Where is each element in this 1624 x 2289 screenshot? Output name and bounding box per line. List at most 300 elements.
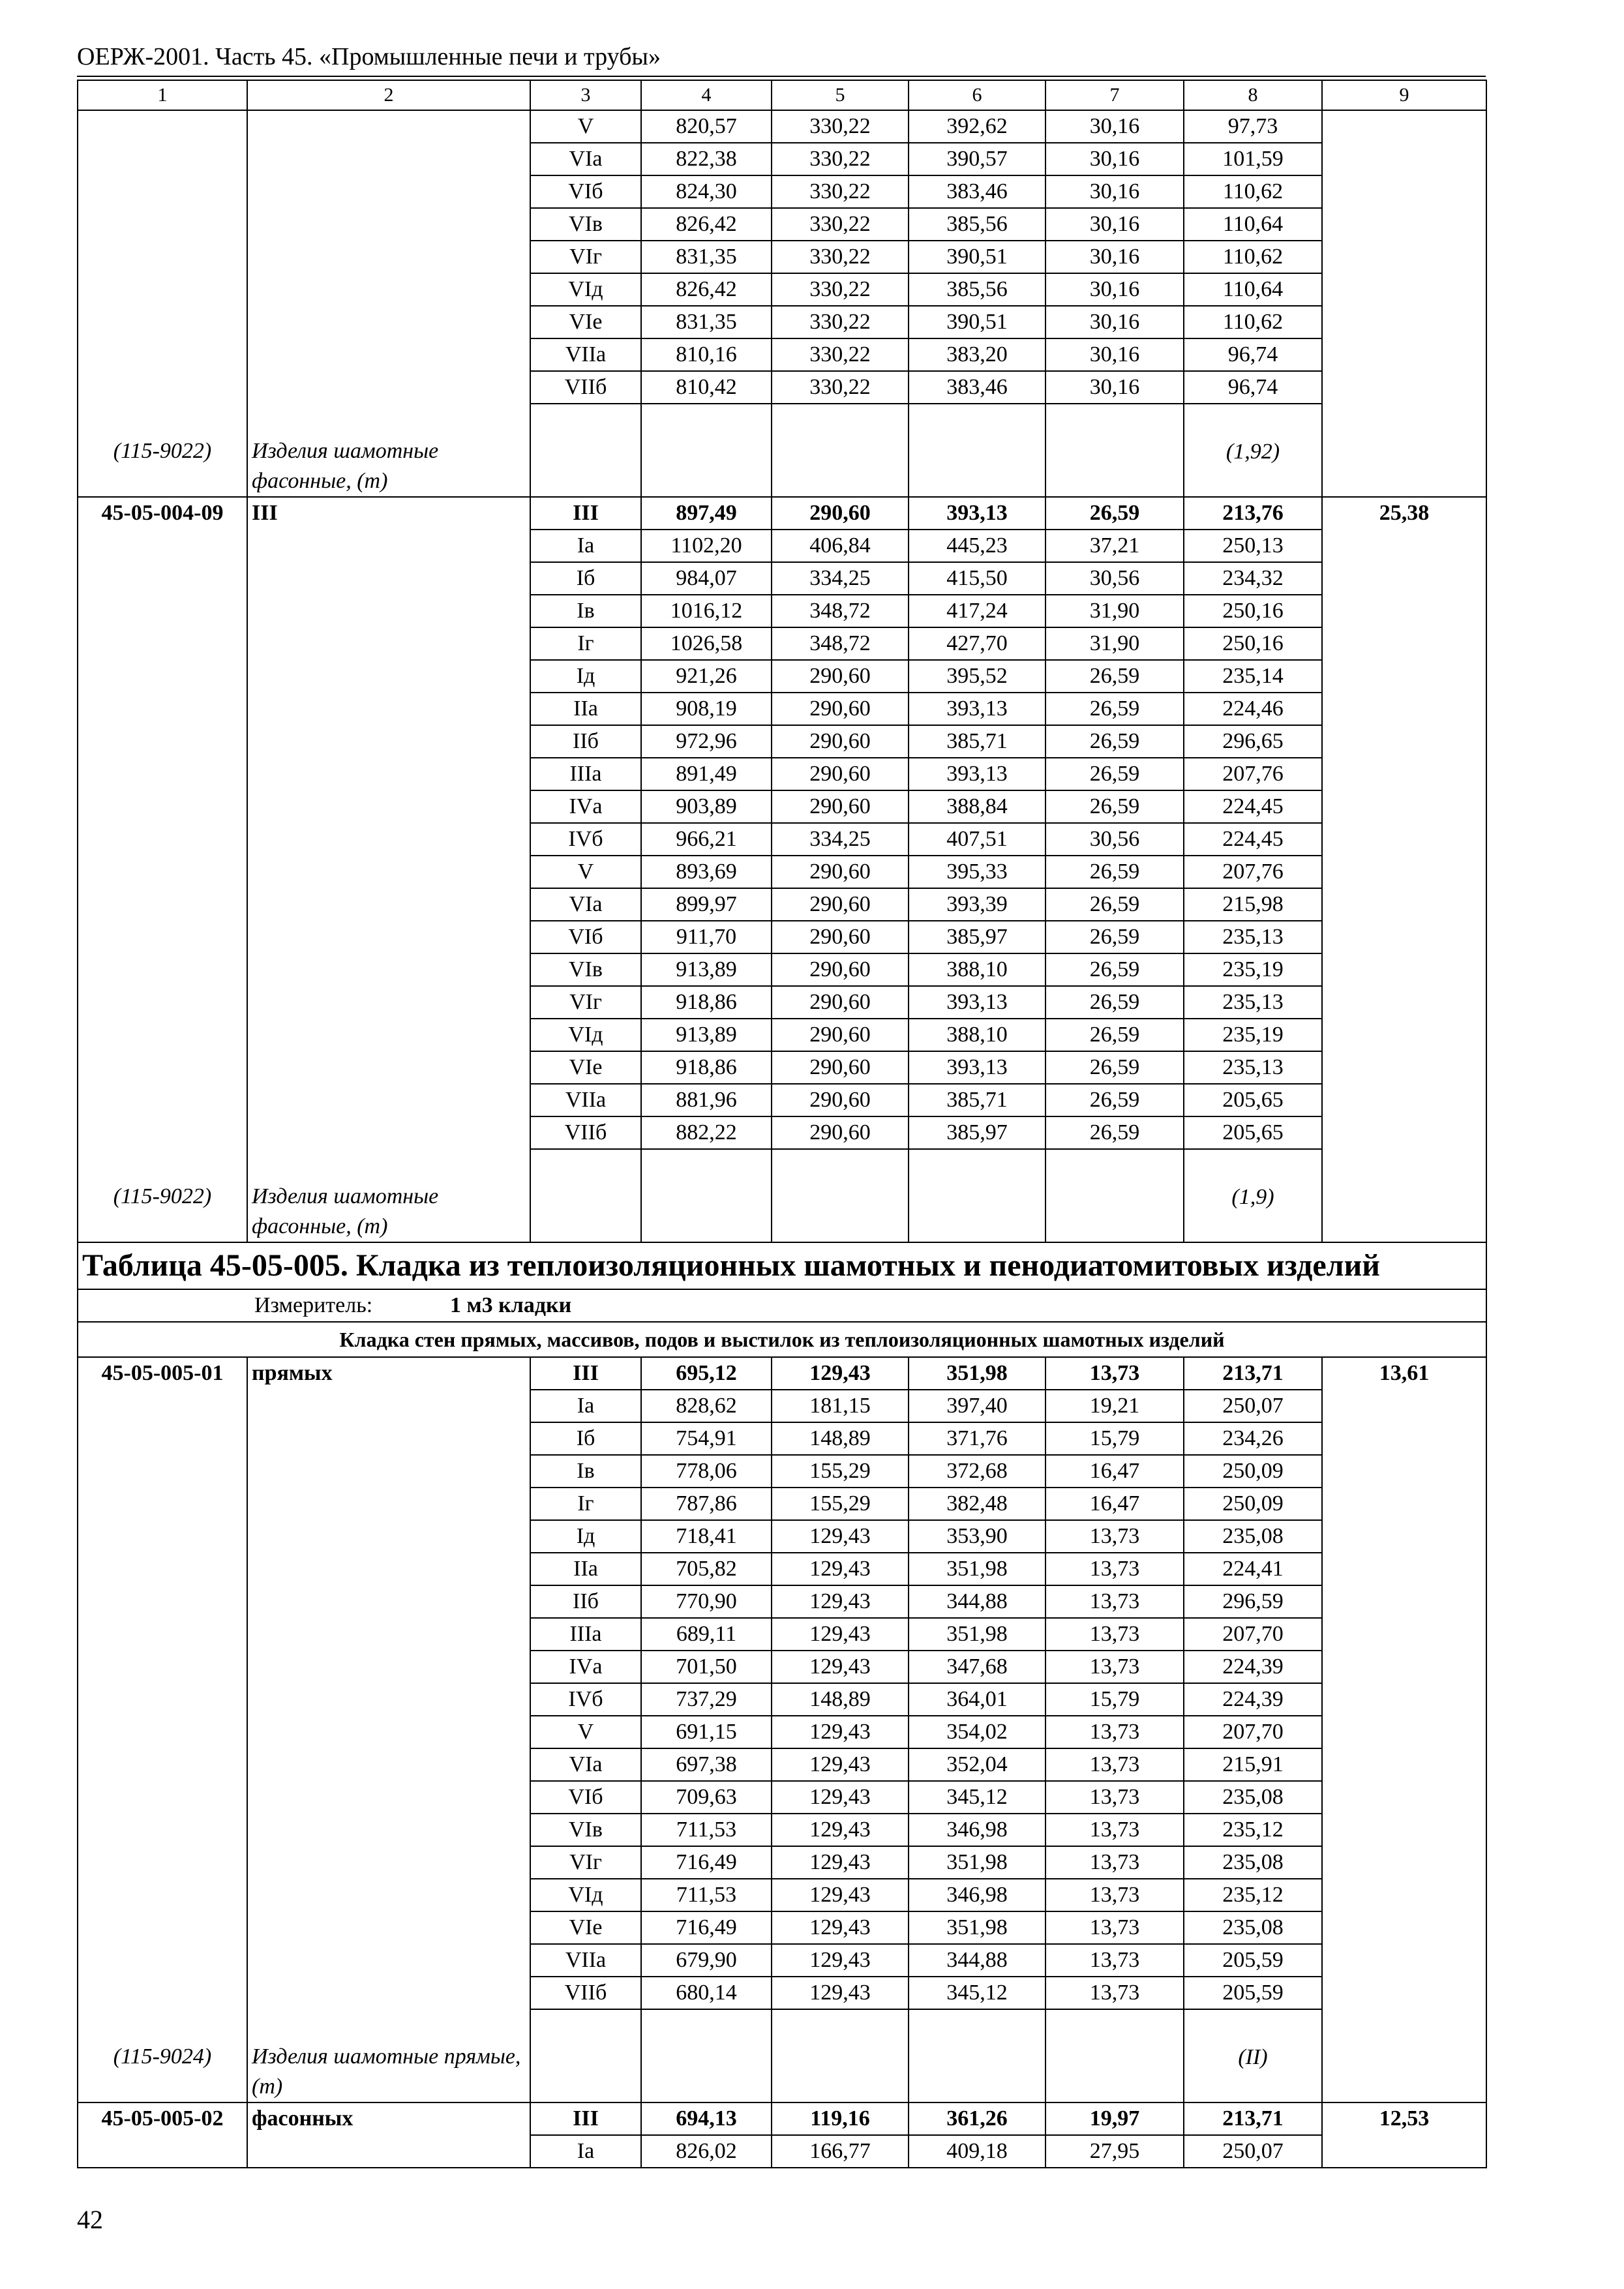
value-cell: 26,59 bbox=[1045, 790, 1184, 823]
labor-cell bbox=[1322, 175, 1486, 208]
value-cell: 361,26 bbox=[909, 2102, 1045, 2135]
zone-cell: IIIа bbox=[530, 758, 641, 790]
material-name-cell: Изделия шамотные прямые, (т) bbox=[247, 2009, 530, 2102]
value-cell: 30,56 bbox=[1045, 823, 1184, 856]
labor-cell bbox=[1322, 1084, 1486, 1116]
labor-cell bbox=[1322, 110, 1486, 143]
labor-cell bbox=[1322, 1051, 1486, 1084]
value-cell: 810,16 bbox=[641, 338, 772, 371]
column-number: 9 bbox=[1322, 80, 1486, 110]
labor-cell bbox=[1322, 1585, 1486, 1618]
rate-name-cell bbox=[247, 1879, 530, 1911]
rate-name-cell bbox=[247, 1585, 530, 1618]
value-cell: 393,39 bbox=[909, 888, 1045, 921]
value-cell: 918,86 bbox=[641, 1051, 772, 1084]
zone-cell: VIа bbox=[530, 888, 641, 921]
rate-name-cell bbox=[247, 1455, 530, 1488]
rate-code-cell bbox=[78, 338, 247, 371]
value-cell: 352,04 bbox=[909, 1748, 1045, 1781]
value-cell: 345,12 bbox=[909, 1977, 1045, 2009]
value-cell: 296,59 bbox=[1184, 1585, 1322, 1618]
value-cell: 213,76 bbox=[1184, 497, 1322, 530]
value-cell: 913,89 bbox=[641, 953, 772, 986]
labor-cell: 12,53 bbox=[1322, 2102, 1486, 2135]
rate-code-cell bbox=[78, 371, 247, 404]
value-cell: 689,11 bbox=[641, 1618, 772, 1651]
value-cell: 129,43 bbox=[772, 1944, 909, 1977]
value-cell: 96,74 bbox=[1184, 371, 1322, 404]
value-cell: 701,50 bbox=[641, 1651, 772, 1683]
labor-cell bbox=[1322, 823, 1486, 856]
rate-name-cell bbox=[247, 921, 530, 953]
zone-cell: Iб bbox=[530, 562, 641, 595]
rate-name-cell bbox=[247, 562, 530, 595]
value-cell: 390,57 bbox=[909, 143, 1045, 175]
value-cell: 13,73 bbox=[1045, 1748, 1184, 1781]
value-cell: 903,89 bbox=[641, 790, 772, 823]
value-cell: 393,13 bbox=[909, 497, 1045, 530]
rate-name-cell bbox=[247, 1683, 530, 1716]
table-row bbox=[78, 921, 1486, 953]
value-cell: 911,70 bbox=[641, 921, 772, 953]
labor-cell bbox=[1322, 241, 1486, 273]
table-title bbox=[78, 1242, 1486, 1289]
zone-cell: III bbox=[530, 2102, 641, 2135]
labor-cell bbox=[1322, 693, 1486, 725]
rate-code-cell bbox=[78, 1814, 247, 1846]
table-row bbox=[78, 1585, 1486, 1618]
table-row bbox=[78, 1618, 1486, 1651]
table-row bbox=[78, 1814, 1486, 1846]
value-cell: 250,07 bbox=[1184, 2135, 1322, 2168]
value-cell: 290,60 bbox=[772, 660, 909, 693]
rate-name-cell bbox=[247, 1422, 530, 1455]
labor-cell bbox=[1322, 1553, 1486, 1585]
value-cell: 129,43 bbox=[772, 1585, 909, 1618]
value-cell: 382,48 bbox=[909, 1488, 1045, 1520]
empty-cell bbox=[530, 1149, 641, 1242]
table-row bbox=[78, 1488, 1486, 1520]
material-quantity-cell: (1,92) bbox=[1184, 404, 1322, 497]
rate-code-cell bbox=[78, 1944, 247, 1977]
labor-cell bbox=[1322, 1911, 1486, 1944]
value-cell: 13,73 bbox=[1045, 1618, 1184, 1651]
rate-code-cell bbox=[78, 208, 247, 241]
value-cell: 235,08 bbox=[1184, 1520, 1322, 1553]
zone-cell: Iа bbox=[530, 1390, 641, 1422]
value-cell: 205,59 bbox=[1184, 1977, 1322, 2009]
labor-cell bbox=[1322, 1422, 1486, 1455]
rate-code-cell bbox=[78, 1846, 247, 1879]
table-row bbox=[78, 2102, 1486, 2135]
value-cell: 119,16 bbox=[772, 2102, 909, 2135]
column-number: 8 bbox=[1184, 80, 1322, 110]
table-row bbox=[78, 143, 1486, 175]
value-cell: 344,88 bbox=[909, 1944, 1045, 1977]
rate-name-cell bbox=[247, 1553, 530, 1585]
value-cell: 26,59 bbox=[1045, 888, 1184, 921]
value-cell: 181,15 bbox=[772, 1390, 909, 1422]
table-row bbox=[78, 1455, 1486, 1488]
empty-cell bbox=[530, 2009, 641, 2102]
rate-name-cell bbox=[247, 1051, 530, 1084]
value-cell: 417,24 bbox=[909, 595, 1045, 627]
zone-cell: V bbox=[530, 110, 641, 143]
rate-name-cell bbox=[247, 1116, 530, 1149]
table-row bbox=[78, 758, 1486, 790]
table-row bbox=[78, 1357, 1486, 1390]
value-cell: 709,63 bbox=[641, 1781, 772, 1814]
zone-cell: Iв bbox=[530, 1455, 641, 1488]
value-cell: 290,60 bbox=[772, 693, 909, 725]
empty-cell bbox=[909, 2009, 1045, 2102]
rate-name-cell bbox=[247, 790, 530, 823]
value-cell: 13,73 bbox=[1045, 1814, 1184, 1846]
table-row bbox=[78, 1520, 1486, 1553]
material-code-cell: (115-9022) bbox=[78, 1149, 247, 1242]
value-cell: 415,50 bbox=[909, 562, 1045, 595]
value-cell: 716,49 bbox=[641, 1911, 772, 1944]
rates-table bbox=[77, 80, 1487, 2168]
value-cell: 129,43 bbox=[772, 1716, 909, 1748]
value-cell: 207,76 bbox=[1184, 758, 1322, 790]
column-number: 6 bbox=[909, 80, 1045, 110]
rate-code-cell bbox=[78, 562, 247, 595]
value-cell: 30,16 bbox=[1045, 110, 1184, 143]
empty-cell bbox=[641, 1149, 772, 1242]
rate-name-cell bbox=[247, 143, 530, 175]
value-cell: 250,07 bbox=[1184, 1390, 1322, 1422]
table-row bbox=[78, 2135, 1486, 2168]
rate-code-cell bbox=[78, 2135, 247, 2168]
labor-cell bbox=[1322, 1149, 1486, 1242]
value-cell: 330,22 bbox=[772, 338, 909, 371]
rate-name-cell bbox=[247, 1846, 530, 1879]
value-cell: 393,13 bbox=[909, 986, 1045, 1019]
labor-cell bbox=[1322, 143, 1486, 175]
material-code-cell: (115-9024) bbox=[78, 2009, 247, 2102]
value-cell: 346,98 bbox=[909, 1814, 1045, 1846]
table-row bbox=[78, 953, 1486, 986]
zone-cell: Iг bbox=[530, 1488, 641, 1520]
value-cell: 345,12 bbox=[909, 1781, 1045, 1814]
table-row bbox=[78, 371, 1486, 404]
zone-cell: VIIа bbox=[530, 1944, 641, 1977]
column-number: 5 bbox=[772, 80, 909, 110]
rate-code-cell bbox=[78, 175, 247, 208]
value-cell: 1026,58 bbox=[641, 627, 772, 660]
value-cell: 694,13 bbox=[641, 2102, 772, 2135]
zone-cell: VIIб bbox=[530, 1116, 641, 1149]
value-cell: 13,73 bbox=[1045, 1911, 1184, 1944]
zone-cell: VIв bbox=[530, 953, 641, 986]
value-cell: 330,22 bbox=[772, 241, 909, 273]
table-row bbox=[78, 175, 1486, 208]
table-row bbox=[78, 1390, 1486, 1422]
labor-cell bbox=[1322, 1944, 1486, 1977]
value-cell: 215,91 bbox=[1184, 1748, 1322, 1781]
labor-cell bbox=[1322, 208, 1486, 241]
rate-name-cell bbox=[247, 986, 530, 1019]
value-cell: 30,16 bbox=[1045, 143, 1184, 175]
value-cell: 155,29 bbox=[772, 1455, 909, 1488]
value-cell: 110,64 bbox=[1184, 208, 1322, 241]
meter-row-cell bbox=[78, 1289, 1486, 1322]
page-number: 42 bbox=[77, 2205, 103, 2234]
value-cell: 820,57 bbox=[641, 110, 772, 143]
rate-code-cell bbox=[78, 595, 247, 627]
value-cell: 383,46 bbox=[909, 371, 1045, 404]
value-cell: 393,13 bbox=[909, 758, 1045, 790]
empty-cell bbox=[530, 404, 641, 497]
zone-cell: IVб bbox=[530, 823, 641, 856]
rate-name-cell bbox=[247, 1651, 530, 1683]
zone-cell: Iг bbox=[530, 627, 641, 660]
value-cell: 235,12 bbox=[1184, 1879, 1322, 1911]
value-cell: 831,35 bbox=[641, 306, 772, 338]
rate-name-cell bbox=[247, 1084, 530, 1116]
value-cell: 26,59 bbox=[1045, 725, 1184, 758]
value-cell: 334,25 bbox=[772, 562, 909, 595]
value-cell: 110,62 bbox=[1184, 241, 1322, 273]
labor-cell bbox=[1322, 371, 1486, 404]
labor-cell bbox=[1322, 1781, 1486, 1814]
table-row bbox=[78, 530, 1486, 562]
value-cell: 787,86 bbox=[641, 1488, 772, 1520]
empty-cell bbox=[641, 2009, 772, 2102]
value-cell: 129,43 bbox=[772, 1781, 909, 1814]
column-numbers-row bbox=[78, 80, 1486, 110]
rate-code-cell bbox=[78, 1781, 247, 1814]
labor-cell bbox=[1322, 1618, 1486, 1651]
table-title-cell: Таблица 45-05-005. Кладка из теплоизоляционных шамотных и пенодиатомитовых изделий bbox=[78, 1242, 1486, 1289]
value-cell: 16,47 bbox=[1045, 1455, 1184, 1488]
value-cell: 921,26 bbox=[641, 660, 772, 693]
value-cell: 392,62 bbox=[909, 110, 1045, 143]
value-cell: 290,60 bbox=[772, 1116, 909, 1149]
value-cell: 148,89 bbox=[772, 1422, 909, 1455]
empty-cell bbox=[1045, 1149, 1184, 1242]
rate-code-cell bbox=[78, 1051, 247, 1084]
value-cell: 822,38 bbox=[641, 143, 772, 175]
empty-cell bbox=[641, 404, 772, 497]
value-cell: 234,26 bbox=[1184, 1422, 1322, 1455]
value-cell: 351,98 bbox=[909, 1618, 1045, 1651]
rate-code-cell bbox=[78, 1651, 247, 1683]
rate-name-cell bbox=[247, 1748, 530, 1781]
value-cell: 235,12 bbox=[1184, 1814, 1322, 1846]
value-cell: 966,21 bbox=[641, 823, 772, 856]
value-cell: 893,69 bbox=[641, 856, 772, 888]
table-row bbox=[78, 1977, 1486, 2009]
value-cell: 205,65 bbox=[1184, 1116, 1322, 1149]
value-cell: 235,13 bbox=[1184, 986, 1322, 1019]
labor-cell bbox=[1322, 790, 1486, 823]
value-cell: 13,73 bbox=[1045, 1520, 1184, 1553]
empty-cell bbox=[772, 2009, 909, 2102]
value-cell: 826,42 bbox=[641, 208, 772, 241]
rate-code-cell bbox=[78, 725, 247, 758]
zone-cell: V bbox=[530, 856, 641, 888]
value-cell: 13,73 bbox=[1045, 1781, 1184, 1814]
value-cell: 26,59 bbox=[1045, 921, 1184, 953]
value-cell: 351,98 bbox=[909, 1357, 1045, 1390]
value-cell: 250,09 bbox=[1184, 1455, 1322, 1488]
value-cell: 26,59 bbox=[1045, 953, 1184, 986]
labor-cell bbox=[1322, 888, 1486, 921]
zone-cell: Iа bbox=[530, 530, 641, 562]
rate-code-cell bbox=[78, 1618, 247, 1651]
value-cell: 882,22 bbox=[641, 1116, 772, 1149]
value-cell: 344,88 bbox=[909, 1585, 1045, 1618]
value-cell: 129,43 bbox=[772, 1814, 909, 1846]
value-cell: 353,90 bbox=[909, 1520, 1045, 1553]
value-cell: 330,22 bbox=[772, 208, 909, 241]
value-cell: 908,19 bbox=[641, 693, 772, 725]
empty-cell bbox=[909, 404, 1045, 497]
zone-cell: Iв bbox=[530, 595, 641, 627]
value-cell: 213,71 bbox=[1184, 1357, 1322, 1390]
labor-cell bbox=[1322, 1716, 1486, 1748]
material-quantity-cell: (1,9) bbox=[1184, 1149, 1322, 1242]
value-cell: 385,56 bbox=[909, 273, 1045, 306]
value-cell: 737,29 bbox=[641, 1683, 772, 1716]
value-cell: 26,59 bbox=[1045, 1116, 1184, 1149]
labor-cell bbox=[1322, 2009, 1486, 2102]
rate-code-cell bbox=[78, 1455, 247, 1488]
value-cell: 972,96 bbox=[641, 725, 772, 758]
value-cell: 30,16 bbox=[1045, 175, 1184, 208]
value-cell: 234,32 bbox=[1184, 562, 1322, 595]
value-cell: 393,13 bbox=[909, 1051, 1045, 1084]
value-cell: 26,59 bbox=[1045, 856, 1184, 888]
rate-code-cell bbox=[78, 306, 247, 338]
value-cell: 224,45 bbox=[1184, 823, 1322, 856]
value-cell: 330,22 bbox=[772, 371, 909, 404]
value-cell: 393,13 bbox=[909, 693, 1045, 725]
rate-code-cell bbox=[78, 1422, 247, 1455]
column-number: 3 bbox=[530, 80, 641, 110]
value-cell: 129,43 bbox=[772, 1553, 909, 1585]
value-cell: 224,39 bbox=[1184, 1683, 1322, 1716]
value-cell: 96,74 bbox=[1184, 338, 1322, 371]
value-cell: 13,73 bbox=[1045, 1977, 1184, 2009]
page-header: ОЕРЖ-2001. Часть 45. «Промышленные печи и трубы» bbox=[77, 43, 661, 70]
rate-code-cell bbox=[78, 1553, 247, 1585]
rate-code-cell: 45-05-005-02 bbox=[78, 2102, 247, 2135]
rate-name-cell bbox=[247, 371, 530, 404]
value-cell: 716,49 bbox=[641, 1846, 772, 1879]
material-row bbox=[78, 404, 1486, 497]
value-cell: 15,79 bbox=[1045, 1422, 1184, 1455]
value-cell: 235,19 bbox=[1184, 953, 1322, 986]
rate-name-cell bbox=[247, 241, 530, 273]
table-row bbox=[78, 660, 1486, 693]
rate-name-cell bbox=[247, 758, 530, 790]
rate-code-cell bbox=[78, 1879, 247, 1911]
rate-name-cell bbox=[247, 1781, 530, 1814]
zone-cell: VIг bbox=[530, 986, 641, 1019]
header-rule bbox=[77, 76, 1486, 77]
rate-name-cell bbox=[247, 1019, 530, 1051]
rate-code-cell bbox=[78, 1084, 247, 1116]
rate-name-cell: III bbox=[247, 497, 530, 530]
labor-cell bbox=[1322, 1116, 1486, 1149]
value-cell: 388,10 bbox=[909, 953, 1045, 986]
value-cell: 680,14 bbox=[641, 1977, 772, 2009]
value-cell: 397,40 bbox=[909, 1390, 1045, 1422]
zone-cell: IVб bbox=[530, 1683, 641, 1716]
labor-cell bbox=[1322, 1977, 1486, 2009]
rate-code-cell bbox=[78, 953, 247, 986]
value-cell: 250,13 bbox=[1184, 530, 1322, 562]
labor-cell bbox=[1322, 1520, 1486, 1553]
value-cell: 129,43 bbox=[772, 1520, 909, 1553]
zone-cell: VIв bbox=[530, 1814, 641, 1846]
material-name-cell: Изделия шамотные фасонные, (т) bbox=[247, 1149, 530, 1242]
value-cell: 224,46 bbox=[1184, 693, 1322, 725]
table-row bbox=[78, 1944, 1486, 1977]
value-cell: 235,19 bbox=[1184, 1019, 1322, 1051]
value-cell: 351,98 bbox=[909, 1846, 1045, 1879]
zone-cell: VIIб bbox=[530, 371, 641, 404]
value-cell: 97,73 bbox=[1184, 110, 1322, 143]
value-cell: 13,73 bbox=[1045, 1357, 1184, 1390]
table-row bbox=[78, 562, 1486, 595]
value-cell: 290,60 bbox=[772, 758, 909, 790]
rate-code-cell bbox=[78, 241, 247, 273]
value-cell: 37,21 bbox=[1045, 530, 1184, 562]
value-cell: 207,76 bbox=[1184, 856, 1322, 888]
labor-cell bbox=[1322, 1019, 1486, 1051]
table-row bbox=[78, 1879, 1486, 1911]
value-cell: 372,68 bbox=[909, 1455, 1045, 1488]
value-cell: 235,08 bbox=[1184, 1911, 1322, 1944]
zone-cell: IIб bbox=[530, 1585, 641, 1618]
empty-cell bbox=[772, 404, 909, 497]
value-cell: 110,62 bbox=[1184, 175, 1322, 208]
zone-cell: Iд bbox=[530, 660, 641, 693]
rate-name-cell bbox=[247, 1977, 530, 2009]
labor-cell bbox=[1322, 1879, 1486, 1911]
value-cell: 711,53 bbox=[641, 1814, 772, 1846]
value-cell: 691,15 bbox=[641, 1716, 772, 1748]
rate-code-cell bbox=[78, 693, 247, 725]
value-cell: 101,59 bbox=[1184, 143, 1322, 175]
value-cell: 705,82 bbox=[641, 1553, 772, 1585]
table-row bbox=[78, 208, 1486, 241]
rate-code-cell bbox=[78, 110, 247, 143]
rate-code-cell bbox=[78, 143, 247, 175]
value-cell: 390,51 bbox=[909, 241, 1045, 273]
table-row bbox=[78, 1781, 1486, 1814]
column-number: 7 bbox=[1045, 80, 1184, 110]
value-cell: 290,60 bbox=[772, 497, 909, 530]
value-cell: 290,60 bbox=[772, 725, 909, 758]
value-cell: 13,73 bbox=[1045, 1944, 1184, 1977]
value-cell: 30,16 bbox=[1045, 273, 1184, 306]
labor-cell bbox=[1322, 986, 1486, 1019]
value-cell: 395,33 bbox=[909, 856, 1045, 888]
labor-cell bbox=[1322, 306, 1486, 338]
value-cell: 385,71 bbox=[909, 725, 1045, 758]
value-cell: 207,70 bbox=[1184, 1716, 1322, 1748]
value-cell: 26,59 bbox=[1045, 693, 1184, 725]
rate-code-cell bbox=[78, 986, 247, 1019]
table-row bbox=[78, 986, 1486, 1019]
value-cell: 351,98 bbox=[909, 1553, 1045, 1585]
rate-name-cell bbox=[247, 1488, 530, 1520]
